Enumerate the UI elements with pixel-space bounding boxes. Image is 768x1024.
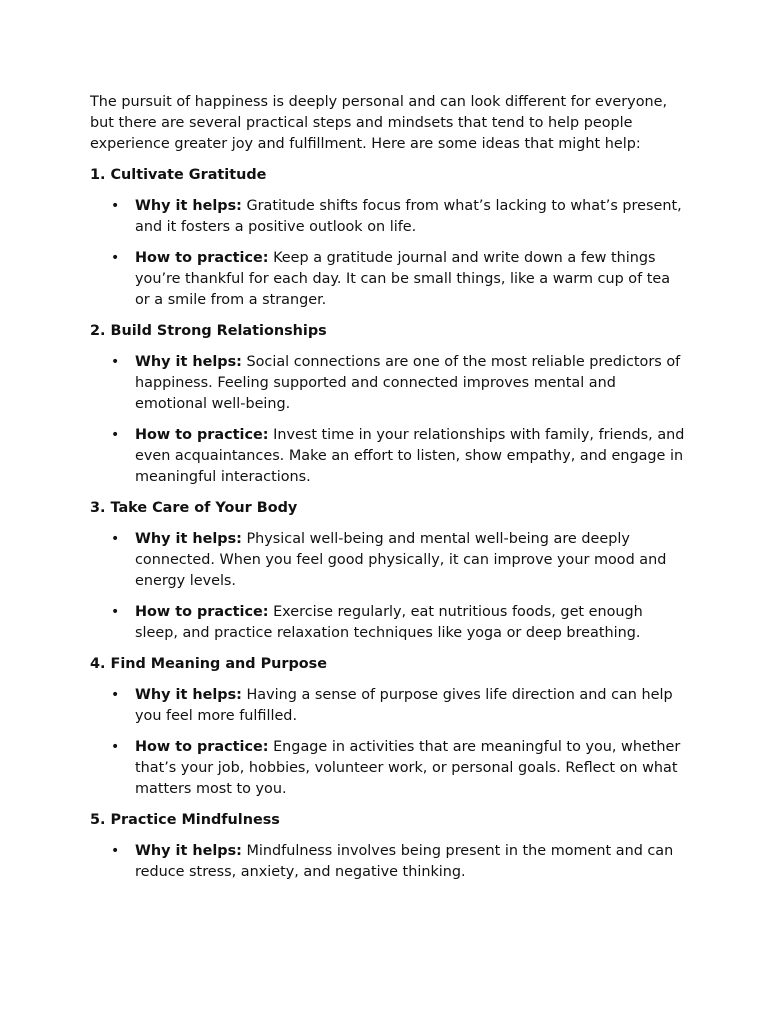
- bullet-list: [90, 685, 686, 800]
- bullet-icon: •: [111, 531, 120, 547]
- bullet-text: Invest time in your relationships with family, friends, and even acquaintances. Make an effort to listen, show empathy, and engage in meaningful interactions.: [135, 427, 685, 485]
- bullet-text: Exercise regularly, eat nutritious foods, get enough sleep, and practice relaxation techniques like yoga or deep breathing.: [135, 604, 643, 641]
- bullet-label: Why it helps:: [135, 531, 242, 547]
- bullet-text: Mindfulness involves being present in the moment and can reduce stress, anxiety, and negative thinking.: [135, 843, 674, 880]
- bullet-label: How to practice:: [135, 604, 269, 620]
- section-heading: 1. Cultivate Gratitude: [90, 167, 267, 183]
- section-heading: 3. Take Care of Your Body: [90, 500, 298, 516]
- bullet-label: Why it helps:: [135, 354, 242, 370]
- bullet-icon: •: [111, 739, 120, 755]
- bullet-icon: •: [111, 427, 120, 443]
- bullet-icon: •: [111, 604, 120, 620]
- list-item: [90, 529, 686, 592]
- sections-container: [90, 165, 686, 883]
- bullet-text: Having a sense of purpose gives life direction and can help you feel more fulfilled.: [135, 687, 673, 724]
- bullet-text: Gratitude shifts focus from what’s lacking to what’s present, and it fosters a positive outlook on life.: [135, 198, 682, 235]
- list-item: [90, 602, 686, 644]
- bullet-label: How to practice:: [135, 427, 269, 443]
- bullet-icon: •: [111, 843, 120, 859]
- bullet-text: Physical well-being and mental well-being are deeply connected. When you feel good physically, it can improve your mood and energy levels.: [135, 531, 667, 589]
- bullet-label: How to practice:: [135, 250, 269, 266]
- bullet-label: Why it helps:: [135, 687, 242, 703]
- bullet-icon: •: [111, 354, 120, 370]
- list-item: [90, 737, 686, 800]
- section-heading: 5. Practice Mindfulness: [90, 812, 280, 828]
- bullet-label: Why it helps:: [135, 198, 242, 214]
- list-item: [90, 248, 686, 311]
- list-item: [90, 425, 686, 488]
- section-heading: 4. Find Meaning and Purpose: [90, 656, 328, 672]
- list-item: [90, 352, 686, 415]
- bullet-list: [90, 196, 686, 311]
- bullet-label: How to practice:: [135, 739, 269, 755]
- list-item: [90, 841, 686, 883]
- bullet-icon: •: [111, 250, 120, 266]
- bullet-list: [90, 841, 686, 883]
- section-heading: 2. Build Strong Relationships: [90, 323, 327, 339]
- bullet-list: [90, 529, 686, 644]
- bullet-text: Keep a gratitude journal and write down a few things you’re thankful for each day. It can be small things, like a warm cup of tea or a smile from a stranger.: [135, 250, 671, 308]
- bullet-icon: •: [111, 687, 120, 703]
- bullet-list: [90, 352, 686, 488]
- list-item: [90, 685, 686, 727]
- intro-paragraph: The pursuit of happiness is deeply personal and can look different for everyone, but there are several practical steps and mindsets that tend to help people experience greater joy and fulfillment. Here are some ideas that might help:: [90, 94, 668, 152]
- list-item: [90, 196, 686, 238]
- bullet-icon: •: [111, 198, 120, 214]
- bullet-text: Social connections are one of the most reliable predictors of happiness. Feeling supported and connected improves mental and emotional well-being.: [135, 354, 681, 412]
- bullet-text: Engage in activities that are meaningful to you, whether that’s your job, hobbies, volunteer work, or personal goals. Reflect on what matters most to you.: [135, 739, 681, 797]
- bullet-label: Why it helps:: [135, 843, 242, 859]
